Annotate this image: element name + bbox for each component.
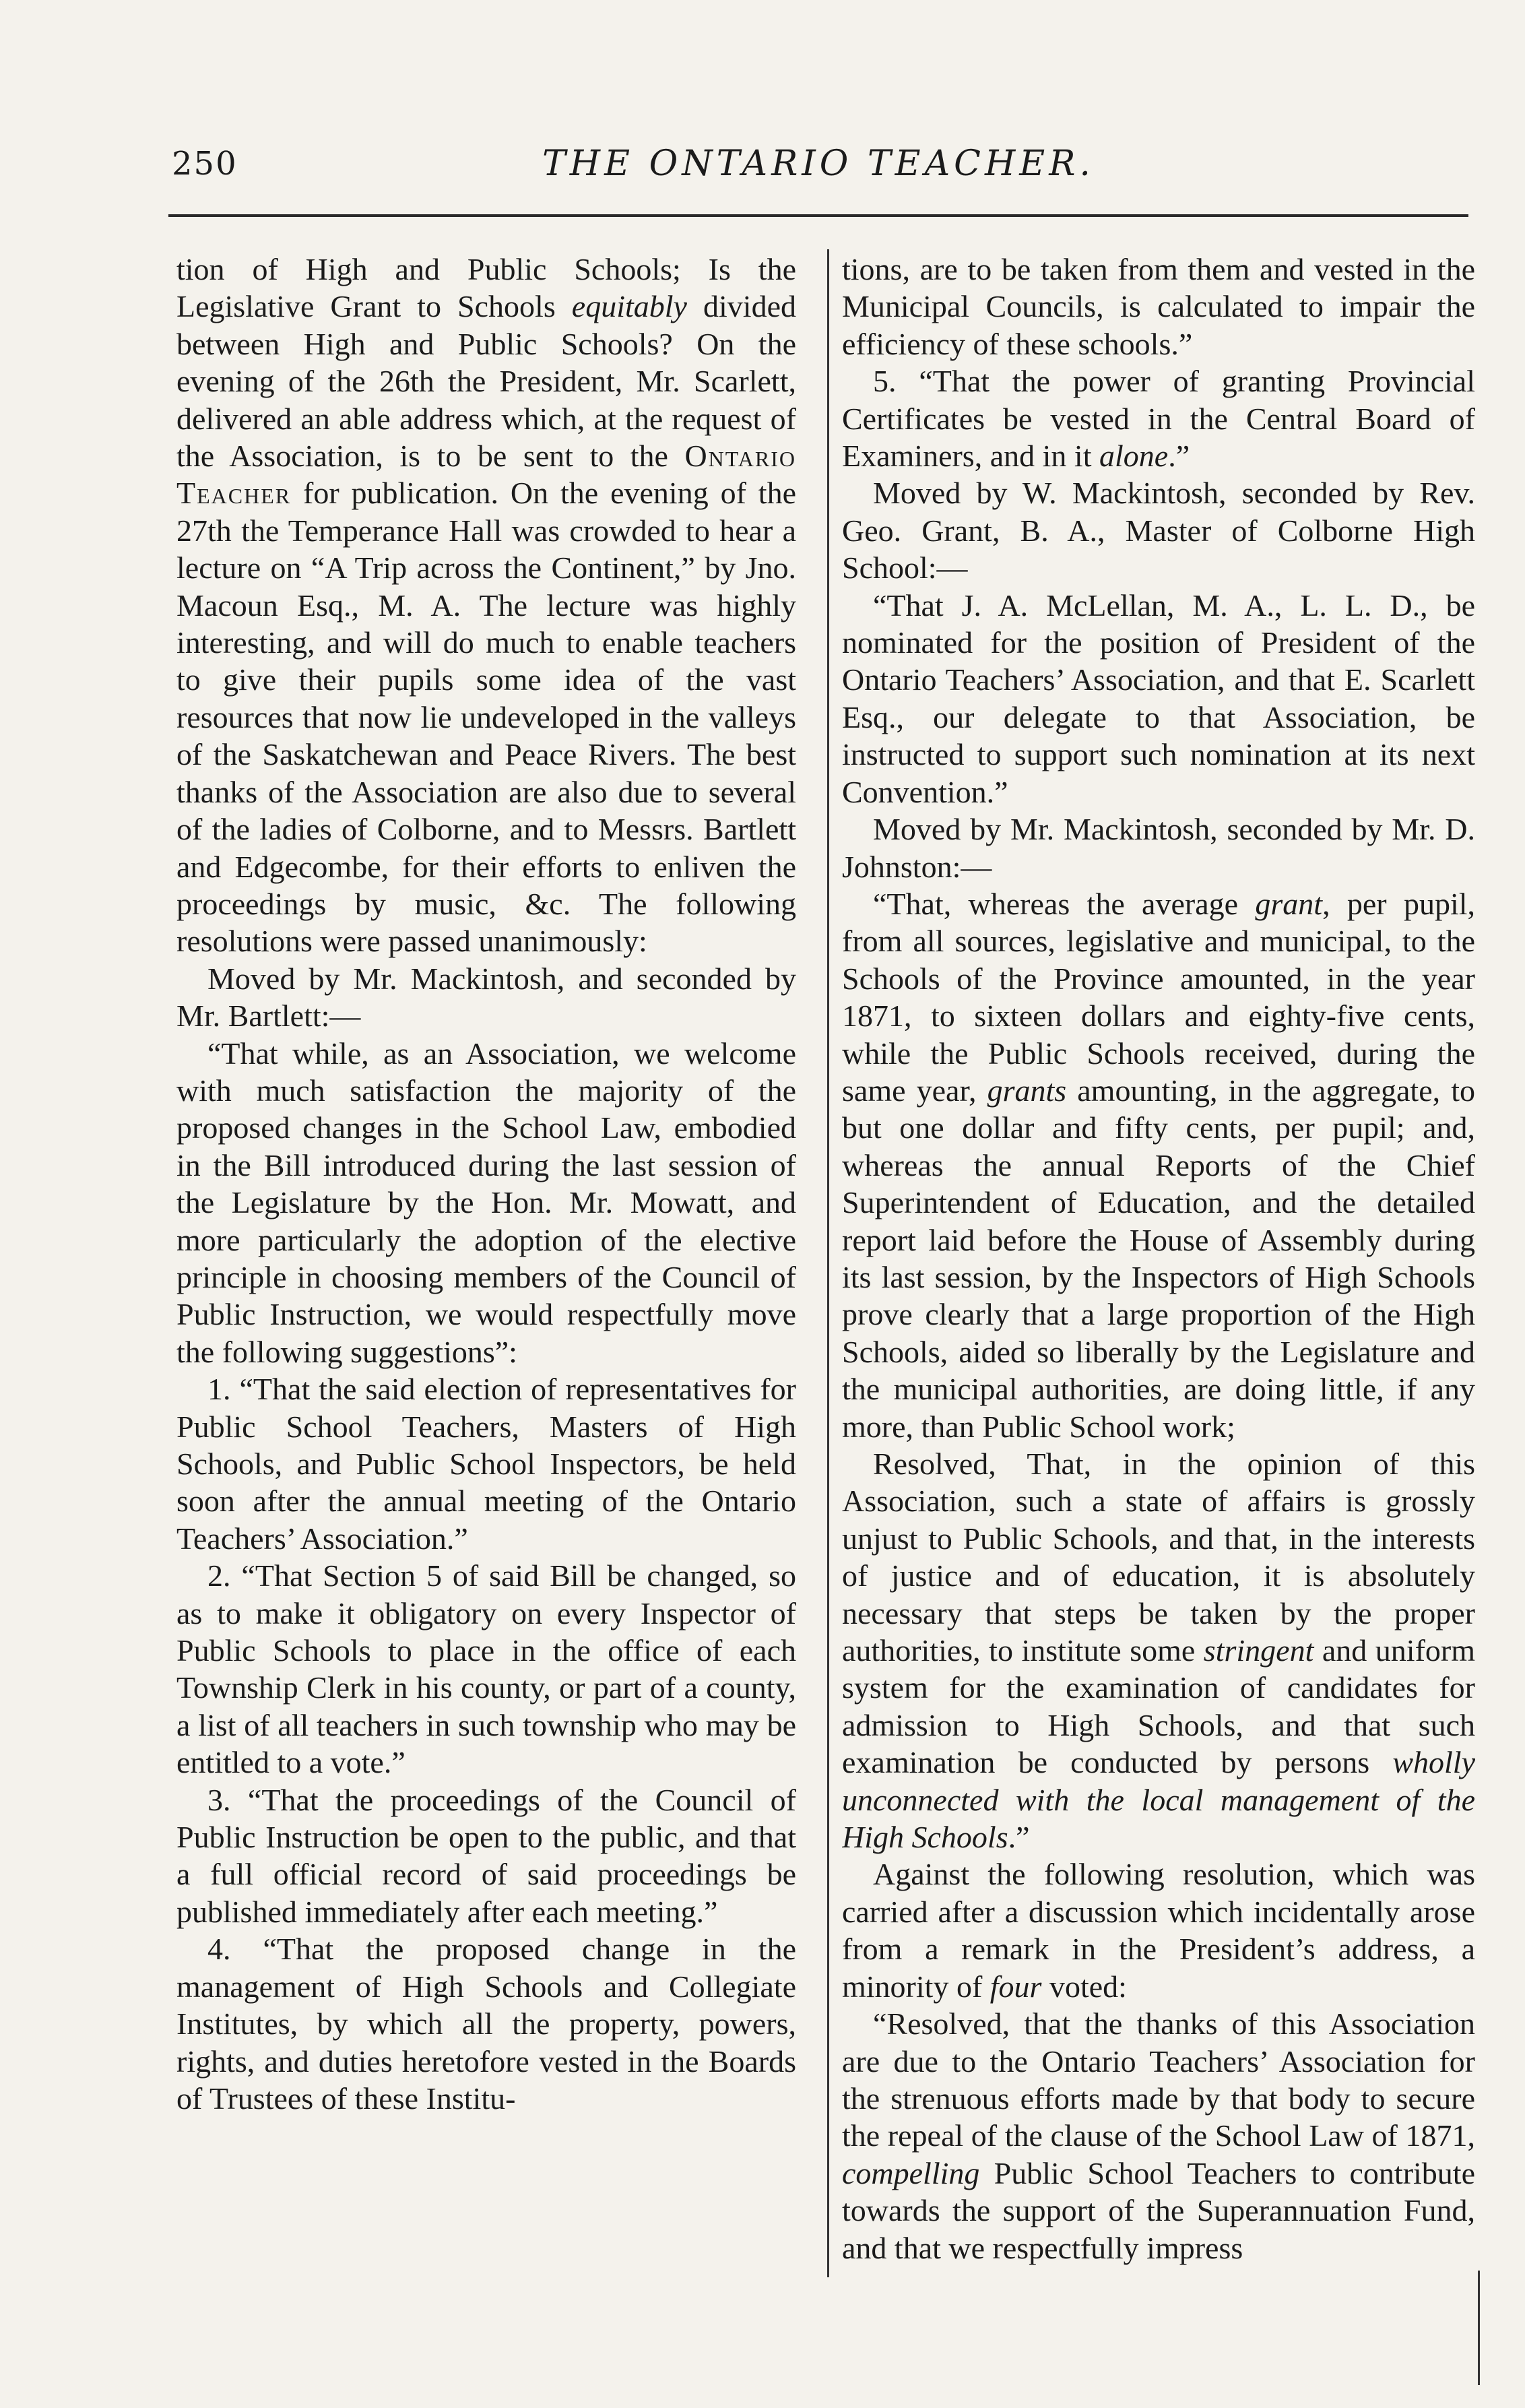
paragraph: “That J. A. McLellan, M. A., L. L. D., be nominated for the position of President of the Ontario Teachers’ Association, and that E. Scarlett Esq., our delegate to that Association, be instructed to support such nomination at its next Convention.” [842,588,1475,809]
paragraph [842,2005,1475,2267]
right-column [842,251,1475,2272]
paragraph [176,251,796,960]
text-run: Resolved, That, in the opinion of this Association, such a state of affairs is grossly unjust to Public Schools, and that, in the interests of justice and of education, it is absolutely necessary that steps be taken by the proper authorities, to institute some [842,1447,1475,1668]
page-number: 250 [172,145,238,183]
paragraph: Moved by Mr. Mackintosh, and seconded by Mr. Bartlett:— [176,961,796,1034]
text-run: divided between High and Public Schools? On the evening of the 26th the President, Mr. Scarlett, delivered an able address which, at the request of the Association, is to be sent to the [176,289,796,474]
paragraph: Moved by W. Mackintosh, seconded by Rev. Geo. Grant, B. A., Master of Colborne High School:— [842,476,1475,585]
paragraph [842,1856,1475,2005]
italic-text: equitably [571,289,687,324]
journal-name: Ontario Teacher [176,439,796,511]
edge-rule [1478,2271,1480,2385]
column-divider [827,249,829,2277]
italic-text: grants [987,1073,1067,1108]
italic-text: four [989,1969,1042,2004]
text-run: “That, whereas the average [873,886,1256,921]
italic-text: alone [1099,439,1169,474]
italic-text: stringent [1203,1633,1314,1668]
text-run: 5. “That the power of granting Provincial Certificates be vested in the Central Board of Examiners, and in it [842,364,1475,474]
paragraph: 4. “That the proposed change in the management of High Schools and Collegiate Institutes, by which all the property, powers, rights, and duties heretofore vested in the Boards of Trustees of these Institu- [176,1932,796,2116]
paragraph: 2. “That Section 5 of said Bill be changed, so as to make it obligatory on every Inspector of Public Schools to place in the office of each Township Clerk in his county, or part of a county, a list of all teachers in such township who may be entitled to a vote.” [176,1558,796,1780]
header-rule [168,214,1468,217]
italic-text: wholly unconnected with the local management of the High Schools [842,1745,1475,1855]
paragraph [842,362,1475,474]
left-column [176,251,796,2272]
text-run: .” [1008,1820,1030,1855]
text-run: voted: [1041,1969,1127,2004]
text-run: and uniform system for the examination of candidates for admission to High Schools, and that such examination be conducted by persons [842,1633,1475,1780]
text-run: for publication. On the evening of the 27th the Temperance Hall was crowded to hear a lecture on “A Trip across the Continent,” by Jno. Macoun Esq., M. A. The lecture was highly interesting, and will do much to enable teachers to give their pupils some idea of the vast resources that now lie undeveloped in the valleys of the Saskatchewan and Peace Rivers. The best thanks of the Association are also due to several of the ladies of Colborne, and to Messrs. Bartlett and Edgecombe, for their efforts to enliven the proceedings by music, &c. The following resolutions were passed unanimously: [176,476,796,959]
paragraph: “That while, as an Association, we welcome with much satisfaction the majority of the proposed changes in the School Law, embodied in the Bill introduced during the last session of the Legislature by the Hon. Mr. Mowatt, and more particularly the adoption of the elective principle in choosing members of the Council of Public Instruction, we would respectfully move the following suggestions”: [176,1036,796,1369]
italic-text: compelling [842,2155,980,2190]
text-run: Public School Teachers to contribute towards the support of the Superannuation Fund, and that we respectfully impress [842,2155,1475,2265]
paragraph: 3. “That the proceedings of the Council of Public Instruction be open to the public, and that a full official record of said proceedings be published immediately after each meeting.” [176,1782,796,1929]
text-run: tion of High and Public Schools; Is the Legislative Grant to Schools [176,252,796,324]
text-run: , per pupil, from all sources, legislative and municipal, to the Schools of the Province amounted, in the year 1871, to sixteen dollars and eighty-five cents, while the Public Schools received, during the same year, [842,886,1475,1108]
running-title: THE ONTARIO TEACHER. [542,144,1095,184]
text-run: amounting, in the aggregate, to but one dollar and fifty cents, per pupil; and, whereas the annual Reports of the Chief Superintendent of Education, and the detailed report laid before the House of Assembly during its last session, by the Inspectors of High Schools prove clearly that a large proportion of the High Schools, aided so liberally by the Legislature and the municipal authorities, are doing little, if any more, than Public School work; [842,1073,1475,1444]
paragraph: Moved by Mr. Mackintosh, seconded by Mr. D. Johnston:— [842,812,1475,884]
text-run: .” [1168,439,1190,474]
paragraph [842,1445,1475,1856]
text-run: “Resolved, that the thanks of this Association are due to the Ontario Teachers’ Association for the strenuous efforts made by that body to secure the repeal of the clause of the School Law of 1871, [842,2006,1475,2153]
paragraph: tions, are to be taken from them and vested in the Municipal Councils, is calculated to impair the efficiency of these schools.” [842,252,1475,361]
italic-text: grant [1255,886,1323,921]
paragraph [842,885,1475,1445]
paragraph: 1. “That the said election of representatives for Public School Teachers, Masters of High Schools, and Public School Inspectors, be held soon after the annual meeting of the Ontario Teachers’ Association.” [176,1372,796,1556]
text-run: Against the following resolution, which was carried after a discussion which incidentally arose from a remark in the President’s address, a minority of [842,1857,1475,2004]
page-header [172,138,1465,205]
